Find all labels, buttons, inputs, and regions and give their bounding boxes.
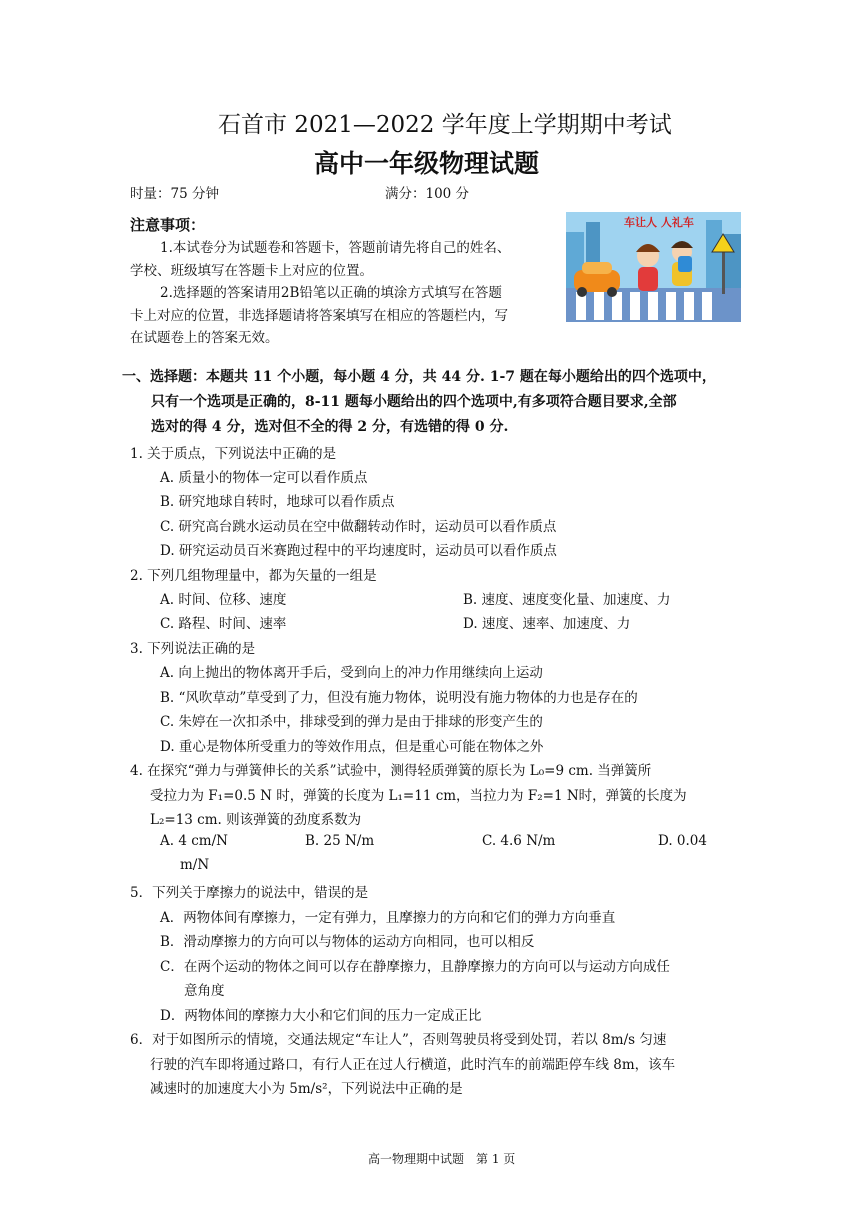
notice-line: 卡上对应的位置，非选择题请将答案填写在相应的答题栏内，写 bbox=[130, 308, 508, 324]
option-c: C. 研究高台跳水运动员在空中做翻转动作时，运动员可以看作质点 bbox=[160, 519, 557, 535]
question-stem: 行驶的汽车即将通过路口，有行人正在过人行横道，此时汽车的前端距停车线 8m，该车 bbox=[150, 1057, 676, 1073]
option-a: A．两物体间有摩擦力，一定有弹力，且摩擦力的方向和它们的弹力方向垂直 bbox=[160, 910, 616, 926]
option-c-continued: 意角度 bbox=[184, 983, 225, 999]
option-b: B. 速度、速度变化量、加速度、力 bbox=[463, 592, 671, 608]
exam-time: 时量：75 分钟 bbox=[130, 186, 219, 202]
option-c: C. 路程、时间、速率 bbox=[160, 616, 287, 632]
exam-subtitle: 高中一年级物理试题 bbox=[314, 149, 540, 178]
question-stem: 2. 下列几组物理量中，都为矢量的一组是 bbox=[130, 568, 377, 584]
section-heading: 选对的得 4 分，选对但不全的得 2 分，有选错的得 0 分. bbox=[151, 419, 509, 435]
notice-line: 2.选择题的答案请用2B铅笔以正确的填涂方式填写在答题 bbox=[160, 285, 502, 301]
option-a: A. 质量小的物体一定可以看作质点 bbox=[160, 470, 368, 486]
notice-line: 在试题卷上的答案无效。 bbox=[130, 330, 279, 346]
option-b: B. 研究地球自转时，地球可以看作质点 bbox=[160, 494, 395, 510]
option-d: D. 重心是物体所受重力的等效作用点，但是重心可能在物体之外 bbox=[160, 739, 544, 755]
question-stem: 6．对于如图所示的情境，交通法规定“车让人”，否则驾驶员将受到处罚，若以 8m/s 匀速 bbox=[130, 1032, 667, 1048]
question-stem: 受拉力为 F₁=0.5 N 时，弹簧的长度为 L₁=11 cm，当拉力为 F₂=1 N时，弹簧的长度为 bbox=[150, 788, 687, 804]
question-stem: 4. 在探究“弹力与弹簧伸长的关系”试验中，测得轻质弹簧的原长为 L₀=9 cm. 当弹簧所 bbox=[130, 763, 652, 779]
option-d-continued: m/N bbox=[180, 857, 210, 873]
traffic-safety-illustration bbox=[566, 212, 741, 322]
exam-score: 满分：100 分 bbox=[385, 186, 470, 202]
question-stem: 3. 下列说法正确的是 bbox=[130, 641, 256, 657]
question-stem: L₂=13 cm. 则该弹簧的劲度系数为 bbox=[150, 812, 362, 828]
option-a: A. 时间、位移、速度 bbox=[160, 592, 287, 608]
option-c: C. 朱婷在一次扣杀中，排球受到的弹力是由于排球的形变产生的 bbox=[160, 714, 543, 730]
option-c: C. 4.6 N/m bbox=[482, 833, 556, 849]
page-footer: 高一物理期中试题 第 1 页 bbox=[368, 1152, 516, 1166]
notice-line: 1.本试卷分为试题卷和答题卡，答题前请先将自己的姓名、 bbox=[160, 240, 511, 256]
question-stem: 5．下列关于摩擦力的说法中，错误的是 bbox=[130, 885, 369, 901]
question-stem: 减速时的加速度大小为 5m/s²，下列说法中正确的是 bbox=[150, 1081, 463, 1097]
section-heading: 一、选择题：本题共 11 个小题，每小题 4 分，共 44 分. 1-7 题在每小题给出的四个选项中， bbox=[122, 369, 716, 385]
option-b: B．滑动摩擦力的方向可以与物体的运动方向相同，也可以相反 bbox=[160, 934, 535, 950]
option-d: D. 速度、速率、加速度、力 bbox=[463, 616, 631, 632]
notice-line: 学校、班级填写在答题卡上对应的位置。 bbox=[130, 263, 373, 279]
option-d: D．两物体间的摩擦力大小和它们间的压力一定成正比 bbox=[160, 1008, 482, 1024]
exam-title: 石首市 2021—2022 学年度上学期期中考试 bbox=[218, 112, 672, 138]
option-d: D. 0.04 bbox=[658, 833, 707, 849]
option-b: B. “风吹草动”草受到了力，但没有施力物体，说明没有施力物体的力也是存在的 bbox=[160, 690, 638, 706]
option-a: A. 4 cm/N bbox=[160, 833, 228, 849]
option-a: A. 向上抛出的物体离开手后，受到向上的冲力作用继续向上运动 bbox=[160, 665, 543, 681]
question-stem: 1. 关于质点，下列说法中正确的是 bbox=[130, 446, 337, 462]
notice-heading: 注意事项： bbox=[130, 216, 206, 234]
option-d: D. 研究运动员百米赛跑过程中的平均速度时，运动员可以看作质点 bbox=[160, 543, 557, 559]
banner-text: 车让人 人礼车 bbox=[624, 216, 694, 229]
crosswalk-scene-icon bbox=[566, 212, 741, 322]
option-b: B. 25 N/m bbox=[305, 833, 375, 849]
section-heading: 只有一个选项是正确的，8-11 题每小题给出的四个选项中,有多项符合题目要求,全部 bbox=[151, 394, 677, 410]
option-c: C．在两个运动的物体之间可以存在静摩擦力，且静摩擦力的方向可以与运动方向成任 bbox=[160, 959, 670, 975]
